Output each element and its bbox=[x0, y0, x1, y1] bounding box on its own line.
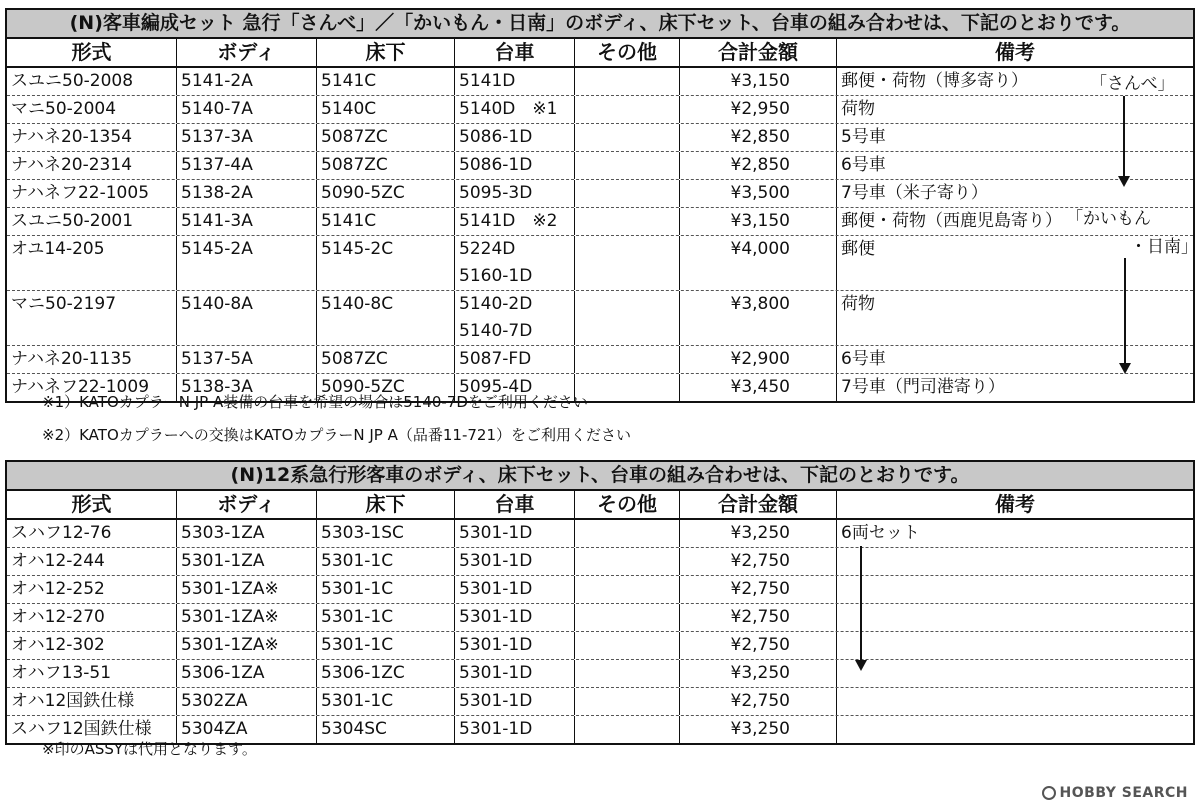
cell-other bbox=[575, 660, 680, 687]
cell-other bbox=[575, 548, 680, 575]
table-body bbox=[7, 520, 1193, 743]
cell-model bbox=[7, 96, 177, 123]
header-floor: 床下 bbox=[317, 491, 455, 518]
cell-body-text: 5301-1ZA※ bbox=[181, 635, 279, 655]
cell-model-text: オハ12-244 bbox=[11, 551, 105, 571]
table-row bbox=[7, 291, 1193, 346]
cell-remarks-text: 5号車 bbox=[841, 127, 886, 147]
cell-body-text: 5141-3A bbox=[181, 211, 253, 231]
cell-other-text bbox=[579, 208, 679, 235]
cell-other bbox=[575, 124, 680, 151]
header-body: ボディ bbox=[177, 39, 317, 66]
cell-body bbox=[177, 576, 317, 603]
cell-price bbox=[680, 236, 837, 290]
cell-price bbox=[680, 291, 837, 345]
cell-body-text: 5303-1ZA bbox=[181, 523, 265, 543]
cell-remarks bbox=[837, 346, 1193, 373]
cell-other-text bbox=[579, 548, 679, 575]
cell-price-text: ¥4,000 bbox=[730, 239, 790, 259]
cell-other-text bbox=[579, 68, 679, 95]
cell-body-text: 5145-2A bbox=[181, 239, 253, 259]
cell-price-text: ¥3,150 bbox=[730, 71, 790, 91]
cell-model bbox=[7, 152, 177, 179]
cell-floor bbox=[317, 548, 455, 575]
cell-other-text bbox=[579, 604, 679, 631]
header-price: 合計金額 bbox=[680, 39, 837, 66]
cell-remarks-text: 荷物 bbox=[841, 294, 875, 314]
header-model: 形式 bbox=[7, 39, 177, 66]
cell-floor-text: 5301-1C bbox=[321, 635, 394, 655]
table-row bbox=[7, 152, 1193, 180]
bogie-line: 5095-3D bbox=[459, 183, 533, 203]
cell-floor-text: 5303-1SC bbox=[321, 523, 404, 543]
cell-model-text: マニ50-2004 bbox=[11, 99, 117, 119]
cell-price-text: ¥3,800 bbox=[730, 294, 790, 314]
cell-body-text: 5301-1ZA※ bbox=[181, 579, 279, 599]
arrow-line bbox=[1123, 96, 1125, 176]
cell-other-text bbox=[579, 96, 679, 123]
cell-model-text: オハフ13-51 bbox=[11, 663, 112, 683]
table-row bbox=[7, 96, 1193, 124]
cell-price bbox=[680, 632, 837, 659]
bogie-line: 5141D bbox=[459, 71, 516, 91]
cell-model bbox=[7, 632, 177, 659]
cell-floor-text: 5301-1C bbox=[321, 579, 394, 599]
bogie-line: 5301-1D bbox=[459, 607, 533, 627]
cell-price-text: ¥2,850 bbox=[730, 155, 790, 175]
bogie-line: 5087-FD bbox=[459, 349, 532, 369]
cell-other-text bbox=[579, 520, 679, 547]
bogie-line: 5224D bbox=[459, 239, 516, 259]
bogie-line: 5140D ※1 bbox=[459, 99, 558, 119]
cell-body-text: 5306-1ZA bbox=[181, 663, 265, 683]
cell-other-text bbox=[579, 152, 679, 179]
bogie-line: 5086-1D bbox=[459, 155, 533, 175]
cell-bogie bbox=[455, 346, 575, 373]
cell-floor-text: 5087ZC bbox=[321, 349, 388, 369]
bogie-line: 5301-1D bbox=[459, 579, 533, 599]
cell-floor-text: 5145-2C bbox=[321, 239, 394, 259]
cell-body-text: 5138-2A bbox=[181, 183, 253, 203]
cell-remarks bbox=[837, 716, 1193, 743]
table-row bbox=[7, 576, 1193, 604]
cell-body bbox=[177, 291, 317, 345]
cell-floor-text: 5140-8C bbox=[321, 294, 394, 314]
cell-bogie bbox=[455, 520, 575, 547]
cell-remarks bbox=[837, 152, 1193, 179]
cell-model bbox=[7, 291, 177, 345]
cell-model-text: マニ50-2197 bbox=[11, 294, 117, 314]
bogie-line: 5301-1D bbox=[459, 691, 533, 711]
cell-floor bbox=[317, 576, 455, 603]
cell-body-text: 5137-3A bbox=[181, 127, 253, 147]
cell-remarks bbox=[837, 548, 1193, 575]
table-row bbox=[7, 208, 1193, 236]
cell-remarks-text bbox=[841, 548, 1193, 575]
table-row bbox=[7, 236, 1193, 291]
cell-price bbox=[680, 716, 837, 743]
cell-model bbox=[7, 346, 177, 373]
cell-bogie bbox=[455, 632, 575, 659]
table-row bbox=[7, 520, 1193, 548]
cell-model bbox=[7, 548, 177, 575]
bogie-line: 5160-1D bbox=[459, 266, 533, 286]
cell-remarks-text: 6号車 bbox=[841, 155, 886, 175]
cell-bogie bbox=[455, 208, 575, 235]
cell-floor-text: 5301-1C bbox=[321, 551, 394, 571]
cell-model-text: ナハネフ22-1005 bbox=[11, 183, 150, 203]
table-row bbox=[7, 688, 1193, 716]
cell-floor bbox=[317, 208, 455, 235]
footnote-3: ※印のASSYは代用となります。 bbox=[42, 740, 257, 758]
cell-price-text: ¥2,750 bbox=[730, 579, 790, 599]
cell-model-text: オハ12国鉄仕様 bbox=[11, 691, 135, 711]
cell-model bbox=[7, 688, 177, 715]
cell-model-text: ナハネ20-1354 bbox=[11, 127, 133, 147]
arrow-down-icon bbox=[1119, 363, 1131, 374]
cell-floor-text: 5087ZC bbox=[321, 155, 388, 175]
table-row bbox=[7, 660, 1193, 688]
cell-price-text: ¥2,750 bbox=[730, 551, 790, 571]
cell-price bbox=[680, 96, 837, 123]
cell-model-text: オハ12-270 bbox=[11, 607, 105, 627]
cell-other-text bbox=[579, 374, 679, 401]
cell-other bbox=[575, 688, 680, 715]
group-label-kaimon-a: 「かいもん bbox=[1066, 209, 1151, 229]
cell-remarks-text bbox=[841, 632, 1193, 659]
cell-remarks-text bbox=[841, 604, 1193, 631]
cell-model-text: ナハネフ22-1009 bbox=[11, 377, 150, 397]
cell-body-text: 5137-4A bbox=[181, 155, 253, 175]
cell-remarks-text: 6号車 bbox=[841, 349, 886, 369]
cell-bogie bbox=[455, 124, 575, 151]
table-title: (N)客車編成セット 急行「さんべ」／「かいもん・日南」のボディ、床下セット、台車の組み合わせは、下記のとおりです。 bbox=[7, 10, 1193, 39]
cell-remarks bbox=[837, 291, 1193, 345]
cell-floor bbox=[317, 96, 455, 123]
table-row bbox=[7, 68, 1193, 96]
bogie-line: 5086-1D bbox=[459, 127, 533, 147]
bogie-line: 5140-2D bbox=[459, 294, 533, 314]
cell-price bbox=[680, 688, 837, 715]
bogie-line: 5301-1D bbox=[459, 523, 533, 543]
cell-model-text: スユニ50-2001 bbox=[11, 211, 134, 231]
table-row bbox=[7, 180, 1193, 208]
cell-model bbox=[7, 236, 177, 290]
cell-model bbox=[7, 124, 177, 151]
cell-body bbox=[177, 548, 317, 575]
header-remarks: 備考 bbox=[995, 40, 1035, 64]
cell-body bbox=[177, 124, 317, 151]
cell-remarks bbox=[837, 96, 1193, 123]
cell-other bbox=[575, 236, 680, 290]
cell-remarks-text bbox=[841, 660, 1193, 687]
header-other: その他 bbox=[575, 39, 680, 66]
cell-floor-text: 5090-5ZC bbox=[321, 377, 405, 397]
cell-body-text: 5138-3A bbox=[181, 377, 253, 397]
cell-floor-text: 5306-1ZC bbox=[321, 663, 405, 683]
cell-price-text: ¥3,150 bbox=[730, 211, 790, 231]
cell-bogie bbox=[455, 152, 575, 179]
cell-other-text bbox=[579, 236, 679, 263]
cell-floor bbox=[317, 716, 455, 743]
cell-model bbox=[7, 208, 177, 235]
cell-bogie bbox=[455, 96, 575, 123]
cell-floor bbox=[317, 236, 455, 290]
header-bogie: 台車 bbox=[455, 491, 575, 518]
cell-remarks bbox=[837, 374, 1193, 401]
cell-model-text: スユニ50-2008 bbox=[11, 71, 134, 91]
arrow-line bbox=[1124, 258, 1126, 364]
bogie-line: 5301-1D bbox=[459, 663, 533, 683]
cell-price bbox=[680, 68, 837, 95]
bogie-line: 5301-1D bbox=[459, 719, 533, 739]
table-header bbox=[7, 39, 1193, 68]
cell-remarks-text: 6両セット bbox=[841, 523, 920, 543]
cell-price-text: ¥2,900 bbox=[730, 349, 790, 369]
cell-body bbox=[177, 180, 317, 207]
cell-body bbox=[177, 660, 317, 687]
cell-remarks bbox=[837, 180, 1193, 207]
bogie-line: 5141D ※2 bbox=[459, 211, 558, 231]
cell-remarks bbox=[837, 520, 1193, 547]
cell-other-text bbox=[579, 291, 679, 318]
cell-model-text: オハ12-252 bbox=[11, 579, 105, 599]
table-header bbox=[7, 491, 1193, 520]
cell-body bbox=[177, 208, 317, 235]
cell-other-text bbox=[579, 576, 679, 603]
cell-price bbox=[680, 548, 837, 575]
cell-other bbox=[575, 180, 680, 207]
cell-remarks bbox=[837, 632, 1193, 659]
cell-price-text: ¥3,250 bbox=[730, 523, 790, 543]
cell-body-text: 5137-5A bbox=[181, 349, 253, 369]
cell-bogie bbox=[455, 716, 575, 743]
cell-model bbox=[7, 68, 177, 95]
cell-price-text: ¥3,500 bbox=[730, 183, 790, 203]
cell-model-text: オユ14-205 bbox=[11, 239, 105, 259]
cell-floor bbox=[317, 180, 455, 207]
cell-price bbox=[680, 152, 837, 179]
cell-remarks bbox=[837, 576, 1193, 603]
cell-body bbox=[177, 520, 317, 547]
cell-remarks-text: 郵便・荷物（西鹿児島寄り） bbox=[841, 211, 1062, 231]
cell-floor-text: 5301-1C bbox=[321, 691, 394, 711]
cell-body-text: 5302ZA bbox=[181, 691, 248, 711]
cell-remarks bbox=[837, 688, 1193, 715]
cell-remarks bbox=[837, 604, 1193, 631]
cell-price-text: ¥3,450 bbox=[730, 377, 790, 397]
cell-other bbox=[575, 604, 680, 631]
arrow-line bbox=[860, 546, 862, 662]
cell-floor bbox=[317, 346, 455, 373]
cell-bogie bbox=[455, 604, 575, 631]
bogie-line: 5301-1D bbox=[459, 551, 533, 571]
cell-body-text: 5301-1ZA※ bbox=[181, 607, 279, 627]
cell-price bbox=[680, 576, 837, 603]
cell-model bbox=[7, 660, 177, 687]
cell-other bbox=[575, 96, 680, 123]
cell-floor-text: 5301-1C bbox=[321, 607, 394, 627]
cell-price-text: ¥2,750 bbox=[730, 607, 790, 627]
cell-other bbox=[575, 576, 680, 603]
cell-remarks bbox=[837, 660, 1193, 687]
table-body bbox=[7, 68, 1193, 401]
cell-model-text: オハ12-302 bbox=[11, 635, 105, 655]
cell-bogie bbox=[455, 548, 575, 575]
cell-body bbox=[177, 96, 317, 123]
parts-table-1 bbox=[5, 8, 1195, 403]
cell-price bbox=[680, 124, 837, 151]
cell-price bbox=[680, 180, 837, 207]
cell-remarks-text: 郵便 bbox=[841, 239, 875, 259]
cell-other bbox=[575, 291, 680, 345]
bogie-line: 5095-4D bbox=[459, 377, 533, 397]
cell-body bbox=[177, 604, 317, 631]
cell-floor bbox=[317, 632, 455, 659]
cell-other bbox=[575, 68, 680, 95]
cell-floor-text: 5141C bbox=[321, 71, 377, 91]
cell-price bbox=[680, 208, 837, 235]
table-row bbox=[7, 548, 1193, 576]
cell-other bbox=[575, 716, 680, 743]
cell-bogie bbox=[455, 660, 575, 687]
cell-other bbox=[575, 520, 680, 547]
cell-price-text: ¥3,250 bbox=[730, 719, 790, 739]
cell-model bbox=[7, 576, 177, 603]
table-title: (N)12系急行形客車のボディ、床下セット、台車の組み合わせは、下記のとおりです。 bbox=[7, 462, 1193, 491]
cell-body-text: 5140-8A bbox=[181, 294, 253, 314]
header-model: 形式 bbox=[7, 491, 177, 518]
cell-floor bbox=[317, 291, 455, 345]
cell-other bbox=[575, 208, 680, 235]
cell-bogie bbox=[455, 688, 575, 715]
cell-price-text: ¥2,850 bbox=[730, 127, 790, 147]
cell-remarks-text bbox=[841, 576, 1193, 603]
arrow-down-icon bbox=[855, 660, 867, 671]
cell-floor bbox=[317, 688, 455, 715]
cell-floor bbox=[317, 152, 455, 179]
cell-body-text: 5304ZA bbox=[181, 719, 248, 739]
cell-remarks-text: 郵便・荷物（博多寄り） bbox=[841, 71, 1028, 91]
bogie-line: 5140-7D bbox=[459, 321, 533, 341]
cell-body bbox=[177, 152, 317, 179]
cell-body bbox=[177, 632, 317, 659]
cell-body bbox=[177, 346, 317, 373]
arrow-down-icon bbox=[1118, 176, 1130, 187]
cell-floor-text: 5090-5ZC bbox=[321, 183, 405, 203]
cell-body-text: 5140-7A bbox=[181, 99, 253, 119]
cell-other-text bbox=[579, 688, 679, 715]
group-label-sanbe: 「さんべ」 bbox=[1090, 74, 1175, 94]
cell-remarks bbox=[837, 124, 1193, 151]
watermark-logo bbox=[1042, 785, 1188, 801]
cell-other-text bbox=[579, 346, 679, 373]
cell-price bbox=[680, 374, 837, 401]
cell-model bbox=[7, 604, 177, 631]
cell-price bbox=[680, 346, 837, 373]
logo-icon bbox=[1042, 786, 1056, 800]
cell-floor-text: 5140C bbox=[321, 99, 377, 119]
cell-other bbox=[575, 632, 680, 659]
cell-other-text bbox=[579, 660, 679, 687]
cell-other bbox=[575, 374, 680, 401]
cell-bogie bbox=[455, 180, 575, 207]
header-remarks: 備考 bbox=[995, 492, 1035, 516]
cell-remarks-text bbox=[841, 716, 1193, 743]
cell-price-text: ¥2,750 bbox=[730, 635, 790, 655]
header-floor: 床下 bbox=[317, 39, 455, 66]
cell-body bbox=[177, 688, 317, 715]
cell-model-text: スハフ12-76 bbox=[11, 523, 112, 543]
cell-floor-text: 5087ZC bbox=[321, 127, 388, 147]
group-label-kaimon-b: ・日南」 bbox=[1130, 237, 1198, 257]
bogie-line: 5301-1D bbox=[459, 635, 533, 655]
cell-bogie bbox=[455, 291, 575, 345]
footnote-1: ※1）KATOカプラーN JP A装備の台車を希望の場合は5140-7Dをご利用ください bbox=[42, 393, 588, 411]
cell-price-text: ¥2,750 bbox=[730, 691, 790, 711]
cell-body-text: 5301-1ZA bbox=[181, 551, 265, 571]
cell-floor-text: 5304SC bbox=[321, 719, 387, 739]
cell-price bbox=[680, 660, 837, 687]
cell-other bbox=[575, 346, 680, 373]
cell-model bbox=[7, 180, 177, 207]
header-price: 合計金額 bbox=[680, 491, 837, 518]
cell-other-text bbox=[579, 632, 679, 659]
cell-model bbox=[7, 520, 177, 547]
cell-floor bbox=[317, 124, 455, 151]
cell-floor bbox=[317, 604, 455, 631]
footnote-2: ※2）KATOカプラーへの交換はKATOカプラーN JP A（品番11-721）をご利用ください bbox=[42, 426, 632, 444]
table-row bbox=[7, 604, 1193, 632]
cell-model-text: ナハネ20-1135 bbox=[11, 349, 133, 369]
cell-floor-text: 5141C bbox=[321, 211, 377, 231]
cell-body bbox=[177, 236, 317, 290]
cell-price-text: ¥3,250 bbox=[730, 663, 790, 683]
cell-body bbox=[177, 68, 317, 95]
cell-price-text: ¥2,950 bbox=[730, 99, 790, 119]
cell-floor bbox=[317, 68, 455, 95]
cell-body-text: 5141-2A bbox=[181, 71, 253, 91]
cell-bogie bbox=[455, 576, 575, 603]
cell-price bbox=[680, 520, 837, 547]
cell-other-text bbox=[579, 180, 679, 207]
cell-model-text: スハフ12国鉄仕様 bbox=[11, 719, 152, 739]
cell-other bbox=[575, 152, 680, 179]
header-bogie: 台車 bbox=[455, 39, 575, 66]
cell-remarks-text: 荷物 bbox=[841, 99, 875, 119]
cell-other-text bbox=[579, 124, 679, 151]
table-row bbox=[7, 124, 1193, 152]
cell-floor bbox=[317, 660, 455, 687]
cell-other-text bbox=[579, 716, 679, 743]
parts-table-2 bbox=[5, 460, 1195, 745]
header-other: その他 bbox=[575, 491, 680, 518]
cell-remarks-text bbox=[841, 688, 1193, 715]
cell-remarks-text: 7号車（米子寄り） bbox=[841, 183, 988, 203]
table-row bbox=[7, 632, 1193, 660]
header-body: ボディ bbox=[177, 491, 317, 518]
cell-model-text: ナハネ20-2314 bbox=[11, 155, 133, 175]
cell-bogie bbox=[455, 68, 575, 95]
watermark-text: HOBBY SEARCH bbox=[1059, 785, 1188, 801]
cell-price bbox=[680, 604, 837, 631]
cell-floor bbox=[317, 520, 455, 547]
cell-remarks-text: 7号車（門司港寄り） bbox=[841, 377, 1005, 397]
table-row bbox=[7, 346, 1193, 374]
cell-bogie bbox=[455, 236, 575, 290]
